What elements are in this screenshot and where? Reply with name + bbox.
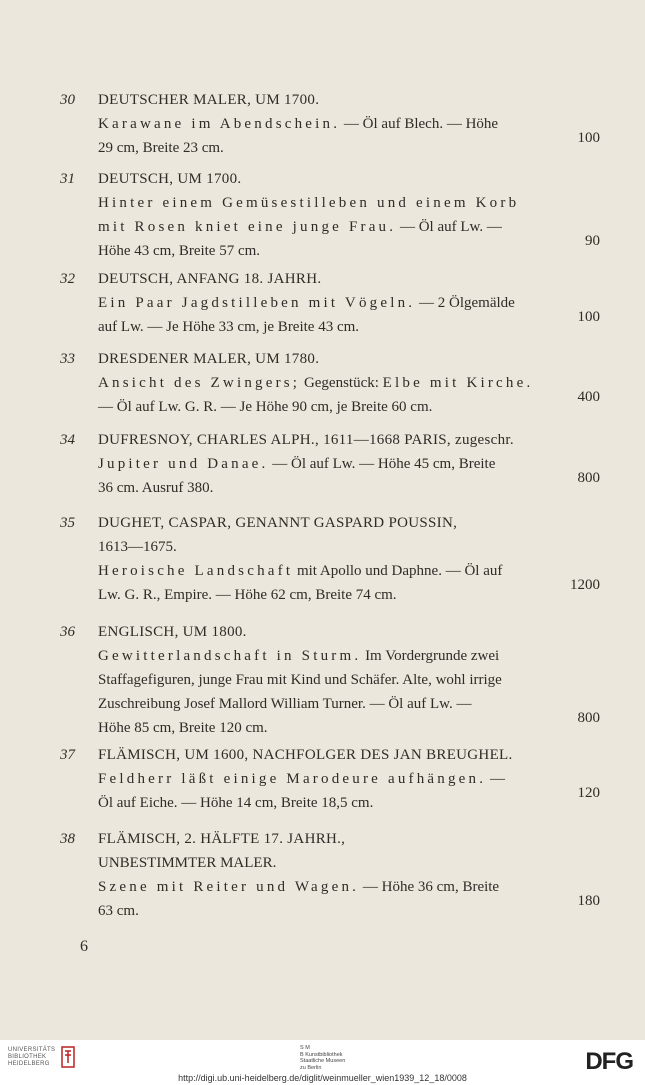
entry-heading: DRESDENER MALER, UM 1780. (98, 351, 320, 367)
museum-stamp: S M B Kunstbibliothek Staatliche Museen zu Berlin (300, 1045, 346, 1071)
digitization-footer (0, 1040, 645, 1085)
university-seal-icon (60, 1045, 78, 1069)
entry-text (98, 511, 588, 607)
entry-line (98, 191, 588, 215)
artwork-title: Szene mit Reiter und Wagen. (98, 879, 360, 895)
entry-line: — Öl auf Lw. G. R. — Je Höhe 90 cm, je Breite 60 cm. (98, 399, 433, 415)
artwork-title: Ansicht des Zwingers; (98, 375, 301, 391)
entry-number: 31 (60, 171, 75, 187)
entry-line (98, 112, 588, 136)
entry-detail: mit Apollo und Daphne. — Öl auf (293, 563, 503, 579)
university-library-label: UNIVERSITÄTS BIBLIOTHEK HEIDELBERG (8, 1047, 56, 1067)
entry-text (98, 743, 588, 815)
entry-line: 29 cm, Breite 23 cm. (98, 140, 224, 156)
entry-number: 34 (60, 432, 75, 448)
entry-line: 1613—1675. (98, 539, 177, 555)
entry-line (98, 215, 588, 239)
source-url-link[interactable]: http://digi.ub.uni-heidelberg.de/diglit/weinmueller_wien1939_12_18/0008 (178, 1073, 467, 1083)
artwork-title: Karawane im Abendschein. (98, 116, 341, 132)
artwork-title: Feldherr läßt einige Marodeure aufhängen. (98, 771, 487, 787)
entry-detail: — Öl auf Lw. — Höhe 45 cm, Breite (268, 456, 496, 472)
artwork-title: Elbe mit Kirche. (382, 375, 534, 391)
artwork-title: mit Rosen kniet eine junge Frau. (98, 219, 397, 235)
entry-line: auf Lw. — Je Höhe 33 cm, je Breite 43 cm. (98, 319, 360, 335)
entry-text (98, 827, 588, 923)
entry-heading: DEUTSCH, UM 1700. (98, 171, 242, 187)
entry-number: 30 (60, 92, 75, 108)
estimate-price: 800 (577, 470, 600, 486)
entry-text (98, 88, 588, 160)
entry-number: 33 (60, 351, 75, 367)
artwork-title: Ein Paar Jagdstilleben mit Vögeln. (98, 295, 416, 311)
entry-number: 37 (60, 747, 75, 763)
entry-detail: Gegenstück: (300, 375, 383, 391)
entry-detail: — Öl auf Lw. — (396, 219, 502, 235)
entry-text (98, 620, 588, 740)
estimate-price: 100 (577, 309, 600, 325)
entry-number: 35 (60, 515, 75, 531)
artwork-title: Heroische Landschaft (98, 563, 294, 579)
entry-line: Lw. G. R., Empire. — Höhe 62 cm, Breite 74 cm. (98, 587, 397, 603)
entry-line (98, 559, 588, 583)
entry-line: Höhe 43 cm, Breite 57 cm. (98, 243, 261, 259)
entry-detail: — (486, 771, 505, 787)
artwork-title: Hinter einem Gemüsestilleben und einem Korb (98, 195, 520, 211)
estimate-price: 400 (577, 389, 600, 405)
entry-heading: FLÄMISCH, UM 1600, NACHFOLGER DES JAN BREUGHEL. (98, 747, 513, 763)
entry-number: 38 (60, 831, 75, 847)
estimate-price: 800 (577, 710, 600, 726)
estimate-price: 1200 (570, 577, 600, 593)
entry-heading: DEUTSCH, ANFANG 18. JAHRH. (98, 271, 322, 287)
entry-line (98, 767, 588, 791)
entry-heading: ENGLISCH, UM 1800. (98, 624, 247, 640)
entry-heading: DEUTSCHER MALER, UM 1700. (98, 92, 320, 108)
dfg-logo: DFG (585, 1048, 633, 1075)
entry-detail: Im Vordergrunde zwei (361, 648, 500, 664)
artwork-title: Gewitterlandschaft in Sturm. (98, 648, 362, 664)
entry-heading: FLÄMISCH, 2. HÄLFTE 17. JAHRH., (98, 831, 346, 847)
entry-line: Öl auf Eiche. — Höhe 14 cm, Breite 18,5 cm. (98, 795, 374, 811)
entry-heading: DUFRESNOY, CHARLES ALPH., 1611—1668 PARIS, zugeschr. (98, 432, 514, 448)
entry-line: Staffagefiguren, junge Frau mit Kind und Schäfer. Alte, wohl irrige (98, 672, 502, 688)
estimate-price: 90 (585, 233, 600, 249)
entry-number: 32 (60, 271, 75, 287)
entry-text (98, 428, 588, 500)
entry-line (98, 291, 588, 315)
entry-line (98, 875, 588, 899)
entry-line (98, 371, 588, 395)
entry-text (98, 347, 588, 419)
entry-line: Höhe 85 cm, Breite 120 cm. (98, 720, 268, 736)
entry-line: 63 cm. (98, 903, 139, 919)
estimate-price: 100 (577, 130, 600, 146)
entry-heading: DUGHET, CASPAR, GENANNT GASPARD POUSSIN, (98, 515, 458, 531)
entry-line: 36 cm. Ausruf 380. (98, 480, 214, 496)
page-number: 6 (80, 938, 88, 955)
entry-detail: — 2 Ölgemälde (415, 295, 515, 311)
entry-detail: — Öl auf Blech. — Höhe (340, 116, 499, 132)
estimate-price: 180 (577, 893, 600, 909)
entry-text (98, 167, 588, 263)
entry-text (98, 267, 588, 339)
entry-detail: — Höhe 36 cm, Breite (359, 879, 500, 895)
entry-line (98, 644, 588, 668)
estimate-price: 120 (577, 785, 600, 801)
entry-line: UNBESTIMMTER MALER. (98, 855, 277, 871)
artwork-title: Jupiter und Danae. (98, 456, 269, 472)
entry-line (98, 452, 588, 476)
entry-number: 36 (60, 624, 75, 640)
entry-line: Zuschreibung Josef Mallord William Turner. — Öl auf Lw. — (98, 696, 472, 712)
